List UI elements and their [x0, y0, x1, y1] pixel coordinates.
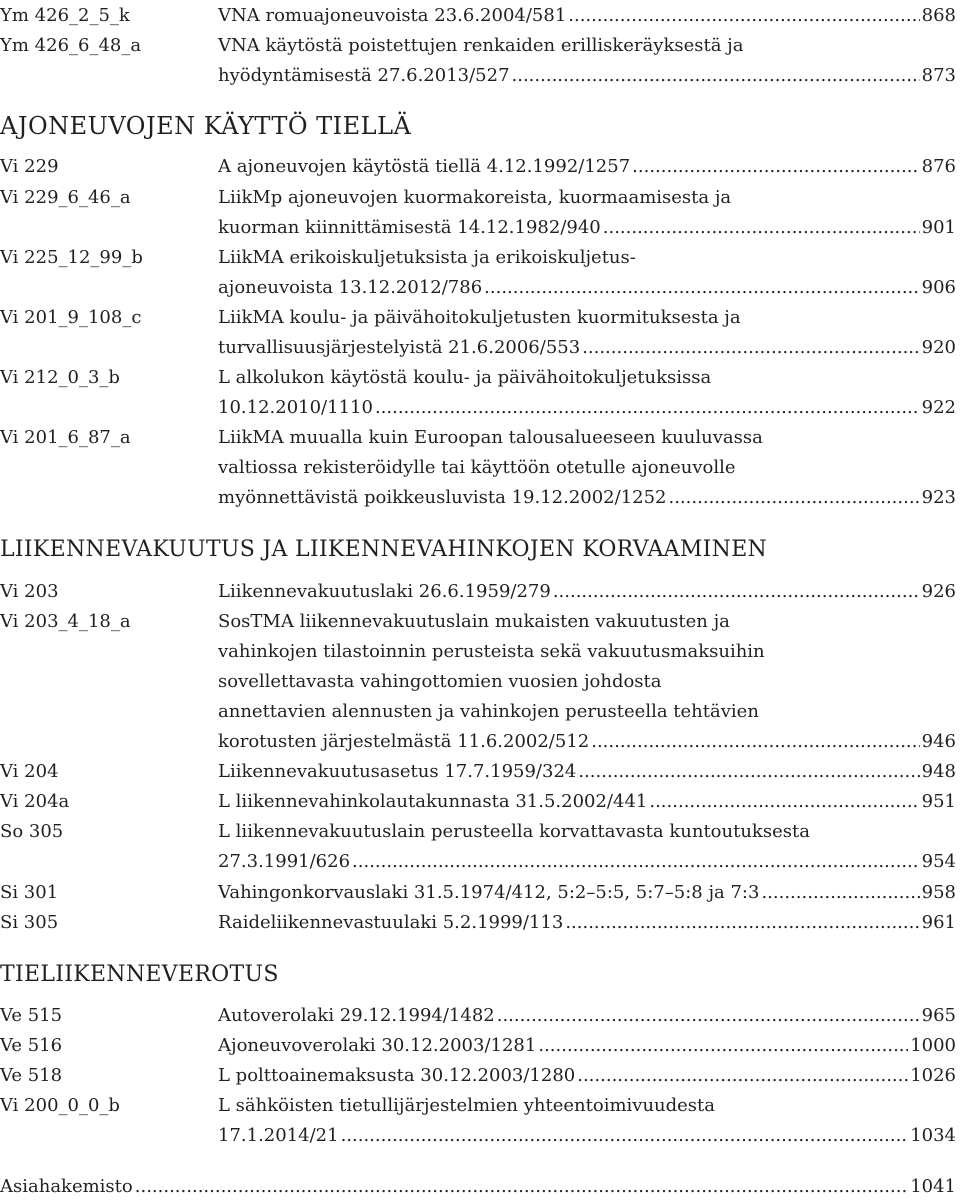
statute-code: Vi 229_6_46_a: [0, 187, 131, 208]
dot-leader: [603, 213, 920, 243]
entry-title: sovellettavasta vahingottomien vuosien johdosta: [218, 671, 662, 692]
entry-title: Vahingonkorvauslaki 31.5.1974/412, 5:2–5:5, 5:7–5:8 ja 7:3: [218, 882, 760, 903]
dot-leader: [553, 577, 920, 607]
dot-leader: [135, 1172, 908, 1202]
entry-last-line: [218, 1031, 956, 1061]
page-number: 920: [921, 337, 956, 358]
entry-last-line: [218, 213, 956, 243]
entry-title: vahinkojen tilastoinnin perusteista sekä vakuutusmaksuihin: [218, 641, 765, 662]
dot-leader: [649, 787, 919, 817]
statute-code: Vi 204: [0, 761, 59, 782]
entry-line: [218, 637, 956, 667]
page-number: 946: [921, 731, 956, 752]
statute-code: Ym 426_2_5_k: [0, 5, 130, 26]
entry-last-line: [0, 1172, 956, 1202]
statute-code: Ve 518: [0, 1065, 63, 1086]
statute-code: Vi 201_6_87_a: [0, 427, 131, 448]
statute-code: Vi 203: [0, 581, 59, 602]
statute-code: So 305: [0, 821, 64, 842]
entry-line: [218, 1091, 956, 1121]
page-number: 906: [921, 277, 956, 298]
entry-title: L liikennevakuutuslain perusteella korvattavasta kuntoutuksesta: [218, 821, 810, 842]
page-number: 901: [921, 217, 956, 238]
entry-line: [218, 697, 956, 727]
page-number: 948: [921, 761, 956, 782]
statute-code: Vi 201_9_108_c: [0, 307, 142, 328]
entry-line: [218, 363, 956, 393]
entry-title: VNA romuajoneuvoista 23.6.2004/581: [218, 5, 567, 26]
page-number: 954: [921, 851, 956, 872]
entry-title: annettavien alennusten ja vahinkojen perusteella tehtävien: [218, 701, 759, 722]
entry-last-line: [218, 393, 956, 423]
entry-last-line: [218, 1121, 956, 1151]
dot-leader: [538, 1031, 908, 1061]
entry-title: 17.1.2014/21: [218, 1125, 339, 1146]
entry-last-line: [218, 333, 956, 363]
page-number: 965: [921, 1005, 956, 1026]
page-number: 922: [921, 397, 956, 418]
page-number: 1041: [910, 1176, 956, 1197]
entry-title: LiikMp ajoneuvojen kuormakoreista, kuormaamisesta ja: [218, 187, 732, 208]
entry-line: [218, 667, 956, 697]
entry-last-line: [218, 152, 956, 182]
entry-line: [218, 423, 956, 453]
entry-last-line: [218, 61, 956, 91]
entry-last-line: [218, 577, 956, 607]
entry-line: [218, 817, 956, 847]
dot-leader: [512, 61, 920, 91]
statute-code: Vi 200_0_0_b: [0, 1095, 120, 1116]
entry-last-line: [218, 757, 956, 787]
statute-code: Ve 516: [0, 1035, 63, 1056]
dot-leader: [577, 1061, 908, 1091]
entry-last-line: [218, 908, 956, 938]
section-heading: TIELIIKENNEVEROTUS: [0, 962, 279, 987]
statute-code: Ym 426_6_48_a: [0, 35, 142, 56]
statute-code: Si 305: [0, 912, 59, 933]
dot-leader: [565, 908, 919, 938]
entry-last-line: [218, 1061, 956, 1091]
entry-title: korotusten järjestelmästä 11.6.2002/512: [218, 731, 590, 752]
entry-last-line: [218, 847, 956, 877]
statute-code: Vi 212_0_3_b: [0, 367, 120, 388]
entry-title: LiikMA erikoiskuljetuksista ja erikoiskuljetus-: [218, 247, 636, 268]
entry-last-line: [218, 878, 956, 908]
dot-leader: [761, 878, 919, 908]
dot-leader: [341, 1121, 909, 1151]
page-number: 873: [921, 65, 956, 86]
entry-title: L polttoainemaksusta 30.12.2003/1280: [218, 1065, 576, 1086]
entry-title: hyödyntämisestä 27.6.2013/527: [218, 65, 510, 86]
entry-title: LiikMA muualla kuin Euroopan talousalueeseen kuuluvassa: [218, 427, 763, 448]
entry-last-line: [218, 787, 956, 817]
entry-title: A ajoneuvojen käytöstä tiellä 4.12.1992/1257: [218, 156, 631, 177]
entry-last-line: [218, 727, 956, 757]
entry-title: Liikennevakuutusasetus 17.7.1959/324: [218, 761, 577, 782]
statute-code: Si 301: [0, 882, 59, 903]
entry-title: kuorman kiinnittämisestä 14.12.1982/940: [218, 217, 601, 238]
entry-line: [218, 243, 956, 273]
dot-leader: [591, 727, 919, 757]
entry-title: L liikennevahinkolautakunnasta 31.5.2002/441: [218, 791, 648, 812]
page-number: 1034: [910, 1125, 956, 1146]
entry-last-line: [218, 483, 956, 513]
page-number: 958: [921, 882, 956, 903]
page-number: 876: [921, 156, 956, 177]
entry-title: L sähköisten tietullijärjestelmien yhteentoimivuudesta: [218, 1095, 716, 1116]
entry-title: Liikennevakuutuslaki 26.6.1959/279: [218, 581, 551, 602]
statute-code: Vi 203_4_18_a: [0, 611, 131, 632]
entry-title: 10.12.2010/1110: [218, 397, 373, 418]
entry-line: [218, 183, 956, 213]
entry-title: ajoneuvoista 13.12.2012/786: [218, 277, 483, 298]
entry-title: turvallisuusjärjestelyistä 21.6.2006/553: [218, 337, 581, 358]
section-heading: LIIKENNEVAKUUTUS JA LIIKENNEVAHINKOJEN KORVAAMINEN: [0, 537, 768, 562]
entry-title: L alkolukon käytöstä koulu- ja päivähoitokuljetuksissa: [218, 367, 712, 388]
entry-title: Raideliikennevastuulaki 5.2.1999/113: [218, 912, 564, 933]
statute-code: Ve 515: [0, 1005, 63, 1026]
dot-leader: [669, 483, 920, 513]
entry-line: [218, 303, 956, 333]
page-number: 1000: [910, 1035, 956, 1056]
entry-title: LiikMA koulu- ja päivähoitokuljetusten kuormituksesta ja: [218, 307, 741, 328]
entry-title: valtiossa rekisteröidylle tai käyttöön otetulle ajoneuvolle: [218, 457, 736, 478]
dot-leader: [375, 393, 920, 423]
entry-title: myönnettävistä poikkeusluvista 19.12.2002/1252: [218, 487, 667, 508]
entry-last-line: [218, 1001, 956, 1031]
dot-leader: [352, 847, 920, 877]
entry-title: VNA käytöstä poistettujen renkaiden erilliskeräyksestä ja: [218, 35, 744, 56]
statute-code: Vi 204a: [0, 791, 70, 812]
page-number: 961: [921, 912, 956, 933]
page-number: 923: [921, 487, 956, 508]
page-number: 926: [921, 581, 956, 602]
dot-leader: [582, 333, 919, 363]
entry-title: Autoverolaki 29.12.1994/1482: [218, 1005, 495, 1026]
dot-leader: [484, 273, 919, 303]
statute-code: Vi 229: [0, 156, 59, 177]
section-heading: AJONEUVOJEN KÄYTTÖ TIELLÄ: [0, 112, 412, 140]
entry-title: 27.3.1991/626: [218, 851, 351, 872]
entry-line: [218, 31, 956, 61]
entry-last-line: [218, 273, 956, 303]
entry-last-line: [218, 1, 956, 31]
page-number: 1026: [910, 1065, 956, 1086]
dot-leader: [568, 1, 919, 31]
page-number: 868: [921, 5, 956, 26]
entry-title: SosTMA liikennevakuutuslain mukaisten vakuutusten ja: [218, 611, 730, 632]
dot-leader: [578, 757, 919, 787]
entry-line: [218, 453, 956, 483]
entry-title: Ajoneuvoverolaki 30.12.2003/1281: [218, 1035, 537, 1056]
dot-leader: [632, 152, 919, 182]
statute-code: Vi 225_12_99_b: [0, 247, 143, 268]
entry-line: [218, 607, 956, 637]
dot-leader: [497, 1001, 920, 1031]
page-number: 951: [921, 791, 956, 812]
index-label: Asiahakemisto: [0, 1176, 133, 1197]
